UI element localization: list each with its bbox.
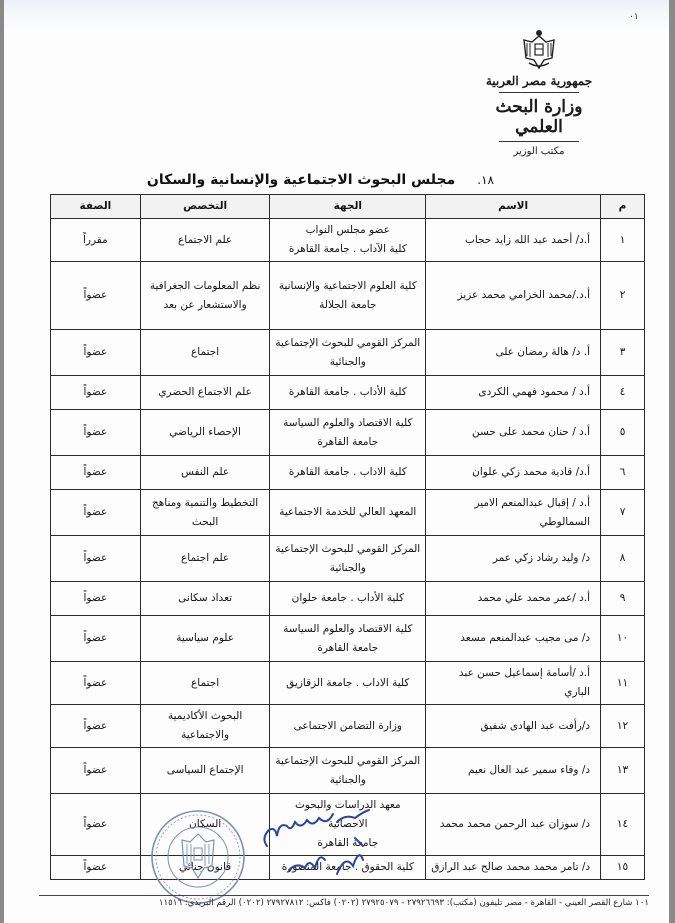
member-name: د/ مى مجيب عبدالمنعم مسعد	[426, 616, 601, 662]
ministry-name: وزارة البحث العلمي	[495, 97, 583, 137]
member-specialization	[140, 219, 270, 262]
member-role: عضواً	[51, 262, 141, 330]
letterhead-divider	[499, 92, 579, 93]
header-name: الاسم	[426, 195, 601, 219]
member-specialization	[140, 748, 270, 794]
specialization-line: علم النفس	[181, 466, 230, 478]
member-name: د/ وليد رشاد زكي عمر	[426, 536, 601, 582]
member-role: عضواً	[51, 705, 141, 748]
member-role: عضواً	[51, 536, 141, 582]
organization-line: المركز القومي للبحوث الإجتماعية	[275, 336, 421, 349]
specialization-line: اجتماع	[191, 676, 220, 689]
row-index: ٢	[601, 262, 645, 330]
member-role: عضواً	[51, 330, 141, 376]
organization-line: جامعة القاهرة	[317, 435, 379, 448]
table-row	[51, 410, 645, 456]
specialization-line: علم الاجتماع الحضري	[158, 386, 252, 398]
table-row	[51, 330, 645, 376]
organization-line: كلية الأداب . جامعة حلوان	[291, 592, 404, 604]
specialization-line: الإحصاء الرياضي	[169, 426, 241, 438]
specialization-line: البحث	[191, 515, 219, 528]
organization-line: جامعة القاهرة	[317, 837, 379, 849]
organization-line: كلية الاداب . جامعة القاهرة	[288, 466, 407, 478]
table-row	[51, 262, 645, 330]
member-role: عضواً	[51, 856, 141, 880]
organization-line: المعهد العالي للخدمة الاجتماعية	[279, 506, 417, 518]
member-name: د/ وفاء سمير عبد العال نعيم	[426, 748, 601, 794]
council-name: مجلس البحوث الاجتماعية والإنسانية والسكان	[146, 172, 456, 188]
row-index: ١٢	[601, 705, 645, 748]
member-organization	[270, 536, 426, 582]
member-role: عضواً	[51, 456, 141, 490]
organization-line: المركز القومي للبحوث الإجتماعية	[275, 542, 421, 555]
table-row	[51, 705, 645, 748]
member-name: د/رأفت عبد الهادى شفيق	[426, 705, 601, 748]
organization-line: وزارة التضامن الاجتماعى	[293, 719, 402, 732]
row-index: ٨	[601, 536, 645, 582]
member-name: أ. د/ هالة رمضان على	[426, 330, 601, 376]
member-organization	[270, 376, 426, 410]
letterhead-divider	[499, 141, 579, 142]
member-organization	[270, 662, 426, 705]
document-title	[146, 172, 494, 188]
office-name: مكتب الوزير	[513, 146, 565, 157]
organization-line: عضو مجلس النواب	[305, 224, 390, 236]
specialization-line: السكان	[189, 818, 222, 830]
organization-line: كلية الاقتصاد والعلوم السياسة	[283, 622, 413, 635]
row-index: ١	[601, 219, 645, 262]
member-organization	[270, 748, 426, 794]
table-row	[51, 616, 645, 662]
row-index: ٥	[601, 410, 645, 456]
member-specialization	[140, 330, 270, 376]
member-role: عضواً	[51, 490, 141, 536]
organization-line: والجنائية	[329, 773, 366, 786]
specialization-line: قانون جنائي	[179, 861, 232, 873]
table-header-row	[51, 195, 645, 219]
specialization-line: البحوث الأكاديمية	[167, 710, 243, 722]
member-specialization	[140, 582, 270, 616]
member-name: أ.د /أسامة إسماعيل حسن عبد الباري	[426, 662, 601, 705]
member-organization	[270, 219, 426, 262]
member-role: عضواً	[51, 616, 141, 662]
table-row	[51, 219, 645, 262]
organization-line: كلية الأداب . جامعة القاهرة	[288, 386, 407, 398]
organization-line: جامعة الجلالة	[319, 298, 377, 311]
member-role: عضواً	[51, 582, 141, 616]
member-specialization	[140, 456, 270, 490]
table-row	[51, 490, 645, 536]
row-index: ١٠	[601, 616, 645, 662]
council-number: ١٨.	[477, 173, 494, 187]
member-name: د/ تامر محمد محمد صالح عبد الرازق	[426, 856, 601, 880]
member-name: أ.د / حنان محمد على حسن	[426, 410, 601, 456]
footer-contact-info: ١٠١ شارع القصر العيني - القاهرة - مصر تليفون (مكتب): ٢٧٩٢٦٦٩٣ - ٢٧٩٢٥٠٧٩ (٠٢٠٢) فاكس: ٢٧٩٢٧٨١٢ (٠٢٠٢) الرقم البريدي: ١١٥١٦	[158, 898, 649, 908]
organization-line: كلية الحقوق . جامعة المنصورة	[281, 861, 414, 873]
footer-divider	[39, 895, 649, 896]
handwritten-signature	[259, 808, 379, 880]
organization-line: جامعة القاهرة	[317, 641, 379, 654]
header-role: الصفة	[51, 195, 141, 219]
row-index: ١١	[601, 662, 645, 705]
member-name: أ.د / إقبال عبدالمنعم الامير السمالوطي	[426, 490, 601, 536]
member-organization	[270, 410, 426, 456]
specialization-line: التخطيط والتنمية ومناهج	[151, 496, 259, 509]
member-role: عضواً	[51, 376, 141, 410]
table-body	[51, 219, 645, 880]
specialization-line: علم الاجتماع	[178, 233, 233, 246]
member-organization	[270, 490, 426, 536]
specialization-line: علم اجتماع	[181, 552, 230, 564]
row-index: ١٤	[601, 794, 645, 856]
member-role: عضواً	[51, 748, 141, 794]
table-row	[51, 582, 645, 616]
specialization-line: اجتماع	[191, 346, 220, 358]
member-organization	[270, 262, 426, 330]
table-row	[51, 456, 645, 490]
member-name: أ.د./محمد الخزامي محمد عزيز	[426, 262, 601, 330]
table-row	[51, 376, 645, 410]
member-role: عضواً	[51, 410, 141, 456]
member-specialization	[140, 262, 270, 330]
republic-name: جمهورية مصر العربية	[485, 74, 593, 88]
organization-line: والجنائية	[329, 355, 366, 368]
member-organization	[270, 616, 426, 662]
header-specialization: التخصص	[140, 195, 270, 219]
organization-line: كلية الاداب . جامعة الزقازيق	[286, 676, 410, 689]
header-index: م	[601, 195, 645, 219]
member-organization	[270, 582, 426, 616]
row-index: ٤	[601, 376, 645, 410]
member-specialization	[140, 662, 270, 705]
member-role: عضواً	[51, 794, 141, 856]
ministry-letterhead	[484, 28, 594, 157]
member-role: مقرراً	[51, 219, 141, 262]
organization-line: كلية العلوم الاجتماعية والإنسانية	[278, 279, 417, 292]
row-index: ٦	[601, 456, 645, 490]
member-role: عضواً	[51, 662, 141, 705]
document-page	[4, 0, 669, 923]
member-specialization	[140, 705, 270, 748]
member-organization	[270, 330, 426, 376]
specialization-line: نظم المعلومات الجغرافية	[149, 279, 261, 292]
page-number: ٠١	[629, 12, 639, 22]
official-seal-stamp-icon	[149, 808, 247, 906]
member-name: د/ سوزان عبد الرحمن محمد محمد	[426, 794, 601, 856]
member-specialization	[140, 376, 270, 410]
member-specialization	[140, 616, 270, 662]
header-organization: الجهة	[270, 195, 426, 219]
row-index: ١٣	[601, 748, 645, 794]
member-specialization	[140, 536, 270, 582]
row-index: ١٥	[601, 856, 645, 880]
table-row	[51, 536, 645, 582]
organization-line: المركز القومي للبحوث الإجتماعية	[275, 754, 421, 767]
specialization-line: الإجتماع السياسى	[166, 764, 244, 776]
member-name: أ.د/ أحمد عبد الله زايد حجاب	[426, 219, 601, 262]
member-name: أ.د / محمود فهمي الكردى	[426, 376, 601, 410]
organization-line: كلية الآداب . جامعة القاهرة	[288, 243, 407, 255]
member-organization	[270, 705, 426, 748]
organization-line: كلية الاقتصاد والعلوم السياسة	[283, 416, 413, 429]
council-members-table	[50, 194, 645, 880]
organization-line: معهد الدراسات والبحوث الاحصائية	[294, 799, 401, 830]
table-row	[51, 748, 645, 794]
organization-line: والجنائية	[329, 561, 366, 574]
member-name: أ.د/ قادية محمد زكي علوان	[426, 456, 601, 490]
specialization-line: علوم سياسية	[176, 632, 234, 644]
row-index: ٩	[601, 582, 645, 616]
member-specialization	[140, 490, 270, 536]
row-index: ٧	[601, 490, 645, 536]
table-row	[51, 662, 645, 705]
member-organization	[270, 456, 426, 490]
row-index: ٣	[601, 330, 645, 376]
member-specialization	[140, 410, 270, 456]
specialization-line: تعداد سكانى	[178, 592, 233, 604]
eagle-of-saladin-emblem-icon	[520, 28, 558, 72]
member-name: أ.د /عمر محمد علي محمد	[426, 582, 601, 616]
specialization-line: والاجتماعية	[181, 729, 230, 741]
specialization-line: والاستشعار عن بعد	[163, 298, 247, 311]
